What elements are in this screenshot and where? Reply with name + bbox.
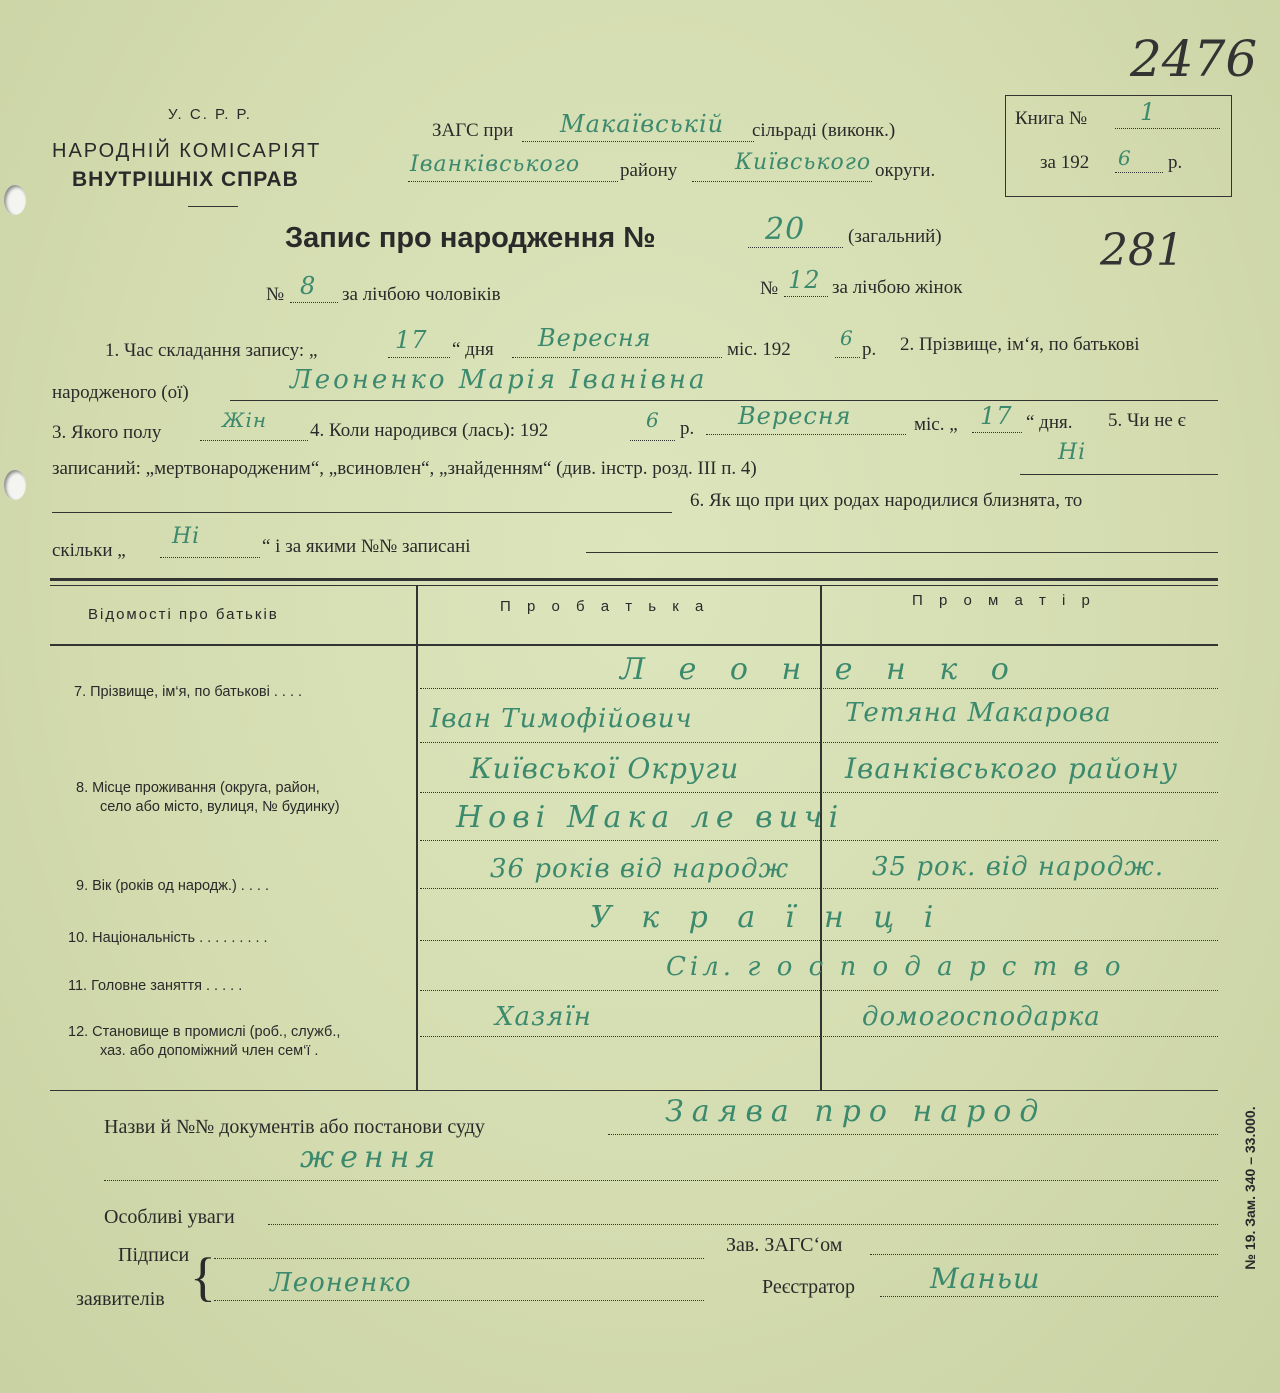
signature-line-1 <box>214 1258 704 1259</box>
zags-village-value: Макаївській <box>560 110 725 138</box>
row-line <box>420 688 1218 689</box>
f1-month-suffix: міс. 192 <box>727 339 791 360</box>
district-line <box>408 181 618 182</box>
record-title: Запис про народження № <box>285 222 656 254</box>
remarks-line <box>268 1224 1218 1225</box>
men-number-line <box>290 302 338 303</box>
okrug-value: Київського <box>735 150 872 175</box>
book-year-digit: 6 <box>1118 146 1132 170</box>
archive-side-number: 281 <box>1100 225 1184 276</box>
row7-father: Іван Тимофійович <box>430 704 693 734</box>
f3-label: 3. Якого полу <box>52 422 162 443</box>
f2-value: Леоненко Марія Іванівна <box>290 365 708 395</box>
row12-mother: домогосподарка <box>862 1002 1101 1032</box>
f1-day: 17 <box>395 326 428 354</box>
f5-line <box>1020 474 1218 475</box>
district-label: району <box>620 160 678 181</box>
table-row-label-l1: 8. Місце проживання (округа, район, <box>76 780 320 796</box>
table-row-label: 9. Вік (років од народж.) . . . . <box>76 878 270 894</box>
zags-prefix: ЗАГС при <box>432 120 514 141</box>
f1-day-line <box>388 357 450 358</box>
f4-year-line <box>630 440 675 441</box>
women-number: 12 <box>788 266 821 294</box>
okrug-line <box>692 181 872 182</box>
table-top-rule <box>50 578 1218 581</box>
documents-label: Назви й №№ документів або постанови суду <box>104 1116 485 1138</box>
documents-line-2 <box>104 1180 1218 1181</box>
f5-value: Ні <box>1058 440 1087 465</box>
women-prefix: № <box>760 278 779 299</box>
f6-blank-line <box>52 512 672 513</box>
documents-line <box>608 1134 1218 1135</box>
f4-year-digit: 6 <box>646 408 660 432</box>
f4-day-suffix: “ дня. <box>1026 412 1073 433</box>
f4-label: 4. Коли народився (лась): 192 <box>310 420 549 441</box>
f3-line <box>200 440 308 441</box>
book-number: 1 <box>1140 98 1157 126</box>
row-line <box>420 1036 1218 1037</box>
signatures-brace: { <box>190 1247 216 1307</box>
table-row-label-l2: село або місто, вулиця, № будинку) <box>100 799 340 815</box>
men-label: за лічбою чоловіків <box>342 284 501 305</box>
f6-count-line <box>160 557 260 558</box>
documents-value-l2: ження <box>300 1140 442 1175</box>
f2-line <box>230 400 1218 401</box>
binder-hole <box>4 185 26 215</box>
f5-label-cont: записаний: „мертвонародженим“, „всиновлен“, „знайденням“ (див. інстр. розд. III п. 4) <box>52 458 757 479</box>
header-underline <box>188 206 238 207</box>
row7-mother: Тетяна Макарова <box>845 698 1112 728</box>
f1-year-suffix: р. <box>862 339 877 360</box>
signature-line-2 <box>214 1300 704 1301</box>
remarks-label: Особливі уваги <box>104 1206 235 1228</box>
f6-count-prefix: скільки „ <box>52 540 126 561</box>
row-line <box>420 990 1218 991</box>
zags-suffix: сільраді (виконк.) <box>752 120 896 141</box>
table-row-label-l1: 12. Становище в промислі (роб., служб., <box>68 1024 341 1040</box>
book-year-prefix: за 192 <box>1040 152 1090 173</box>
commissariat-line2: ВНУТРІШНІХ СПРАВ <box>72 168 299 191</box>
district-value: Іванківського <box>410 152 581 177</box>
registrar-label: Реєстратор <box>762 1276 856 1298</box>
f6-count-suffix: “ і за якими №№ записані <box>262 536 471 557</box>
head-signature-line <box>870 1254 1218 1255</box>
table-row-label: 7. Прізвище, ім‘я, по батькові . . . . <box>74 684 303 700</box>
table-col-divider-1 <box>416 585 418 1090</box>
row-line <box>420 840 1218 841</box>
row-line <box>420 940 1218 941</box>
book-number-line <box>1115 128 1220 129</box>
row8-mother-l1: Іванківського району <box>845 752 1179 785</box>
row10-shared: У к р а ї н ц і <box>590 900 944 935</box>
women-number-line <box>784 296 828 297</box>
commissariat-line1: НАРОДНІЙ КОМІСАРІЯТ <box>52 140 322 162</box>
f4-month-suffix: міс. „ <box>914 414 958 435</box>
f2-label: 2. Прізвище, ім‘я, по батькові <box>900 334 1140 355</box>
table-row-label: 11. Головне заняття . . . . . <box>68 978 243 994</box>
signatures-label-l1: Підписи <box>118 1244 190 1266</box>
f1-month-line <box>512 357 722 358</box>
f6-numbers-line <box>586 552 1218 553</box>
registrar-signature-line <box>880 1296 1218 1297</box>
f1-label: 1. Час складання запису: „ <box>105 340 318 361</box>
f1-year-line <box>835 357 860 358</box>
f4-month-line <box>706 434 906 435</box>
table-row-label: 10. Національність . . . . . . . . . <box>68 930 268 946</box>
f4-month: Вересня <box>738 402 852 430</box>
book-label: Книга № <box>1015 108 1088 129</box>
applicant-signature: Леоненко <box>270 1268 412 1298</box>
f1-year-digit: 6 <box>840 326 854 350</box>
record-number: 20 <box>765 212 806 247</box>
row8-father-l1: Київської Округи <box>470 752 740 785</box>
table-header-mother: П р о м а т і р <box>912 592 1096 609</box>
binder-hole <box>4 470 26 500</box>
record-number-line <box>748 247 843 248</box>
table-row-label-l2: хаз. або допоміжний член сем‘ї . <box>100 1043 319 1059</box>
registrar-signature: Маньш <box>930 1262 1041 1295</box>
men-prefix: № <box>266 284 285 305</box>
row7-surname: Л е о н е н к о <box>620 652 1021 687</box>
women-label: за лічбою жінок <box>832 277 963 298</box>
f6-count-value: Ні <box>172 524 201 549</box>
row-line <box>420 888 1218 889</box>
f3-value: Жін <box>222 408 268 432</box>
table-bottom-rule <box>50 1090 1218 1091</box>
head-label: Зав. ЗАГС‘ом <box>726 1234 843 1256</box>
row9-mother: 35 рок. від народж. <box>872 852 1165 882</box>
row-line <box>420 742 1218 743</box>
record-general: (загальний) <box>848 226 942 247</box>
table-header-info: Відомості про батьків <box>88 606 279 623</box>
okrug-label: округи. <box>875 160 936 181</box>
row12-father: Хазяїн <box>495 1002 592 1032</box>
f4-day: 17 <box>980 402 1013 430</box>
f2-label-cont: народженого (ої) <box>52 382 189 403</box>
row11-shared: Сіл. г о с п о д а р с т в о <box>666 952 1125 982</box>
zags-village-line <box>522 141 754 142</box>
table-header-father: П р о б а т ь к а <box>500 598 710 615</box>
row-line <box>420 792 1218 793</box>
print-info: № 19. Зам. 340 – 33.000. <box>1242 1106 1258 1270</box>
book-year-suffix: р. <box>1168 152 1183 173</box>
row8-shared-l2: Нові Мака ле вичі <box>456 800 845 835</box>
archive-page-number: 2476 <box>1130 30 1258 88</box>
f5-label: 5. Чи не є <box>1108 410 1186 431</box>
f1-day-suffix: “ дня <box>452 339 494 360</box>
table-top-rule-thin <box>50 585 1218 586</box>
signatures-label-l2: заявителів <box>76 1288 165 1310</box>
republic-label: У. С. Р. Р. <box>168 106 252 123</box>
book-year-line <box>1115 172 1163 173</box>
f4-year-suffix: р. <box>680 418 695 439</box>
f1-month: Вересня <box>538 324 652 352</box>
documents-value-l1: Заява про народ <box>665 1094 1047 1129</box>
men-number: 8 <box>300 272 317 300</box>
f6-label: 6. Як що при цих родах народилися близнята, то <box>690 490 1083 511</box>
row9-father: 36 років від народж <box>490 854 790 884</box>
f4-day-line <box>972 432 1022 433</box>
table-header-rule <box>50 644 1218 646</box>
